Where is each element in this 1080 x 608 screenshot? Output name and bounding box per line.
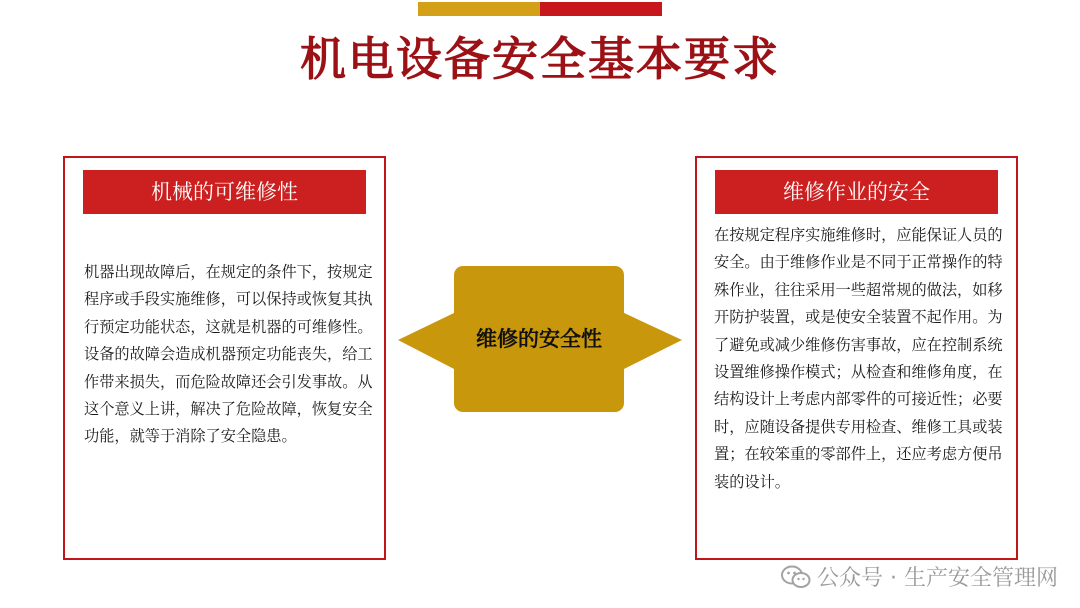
left-arrow-point [398,312,456,370]
panel-heading-maintenance-safety: 维修作业的安全 [715,170,998,214]
wechat-icon [781,564,811,590]
top-accent-bar-red [540,2,662,16]
right-arrow-point [622,312,682,370]
watermark [781,561,1058,592]
center-double-arrow [390,262,690,414]
panel-heading-maintainability: 机械的可维修性 [83,170,366,214]
center-label: 维修的安全性 [476,327,602,351]
panel-text-maintainability: 机器出现故障后，在规定的条件下，按规定程序或手段实施维修，可以保持或恢复其执行预定功能状态，这就是机器的可维修性。设备的故障会造成机器预定功能丧失，给工作带来损失，而危险故障还会引发事故。从这个意义上讲，解决了危险故障，恢复安全功能，就等于消除了安全隐患。 [84,263,373,446]
panel-maintainability [63,156,386,560]
top-accent-bar [418,2,662,16]
watermark-text: 公众号 · 生产安全管理网 [817,566,1058,591]
panel-maintenance-safety [695,156,1018,560]
top-accent-bar-gold [418,2,540,16]
panel-text-maintenance-safety: 在按规定程序实施维修时，应能保证人员的安全。由于维修作业是不同于正常操作的特殊作业，往往采用一些超常规的做法，如移开防护装置，或是使安全装置不起作用。为了避免或减少维修伤害事故，应在控制系统设置维修操作模式；从检查和维修角度，在结构设计上考虑内部零件的可接近性；必要时，应随设备提供专用检查、维修工具或装置；在较笨重的零部件上，还应考虑方便吊装的设计。 [714,226,1003,491]
slide-title: 机电设备安全基本要求 [300,32,780,86]
